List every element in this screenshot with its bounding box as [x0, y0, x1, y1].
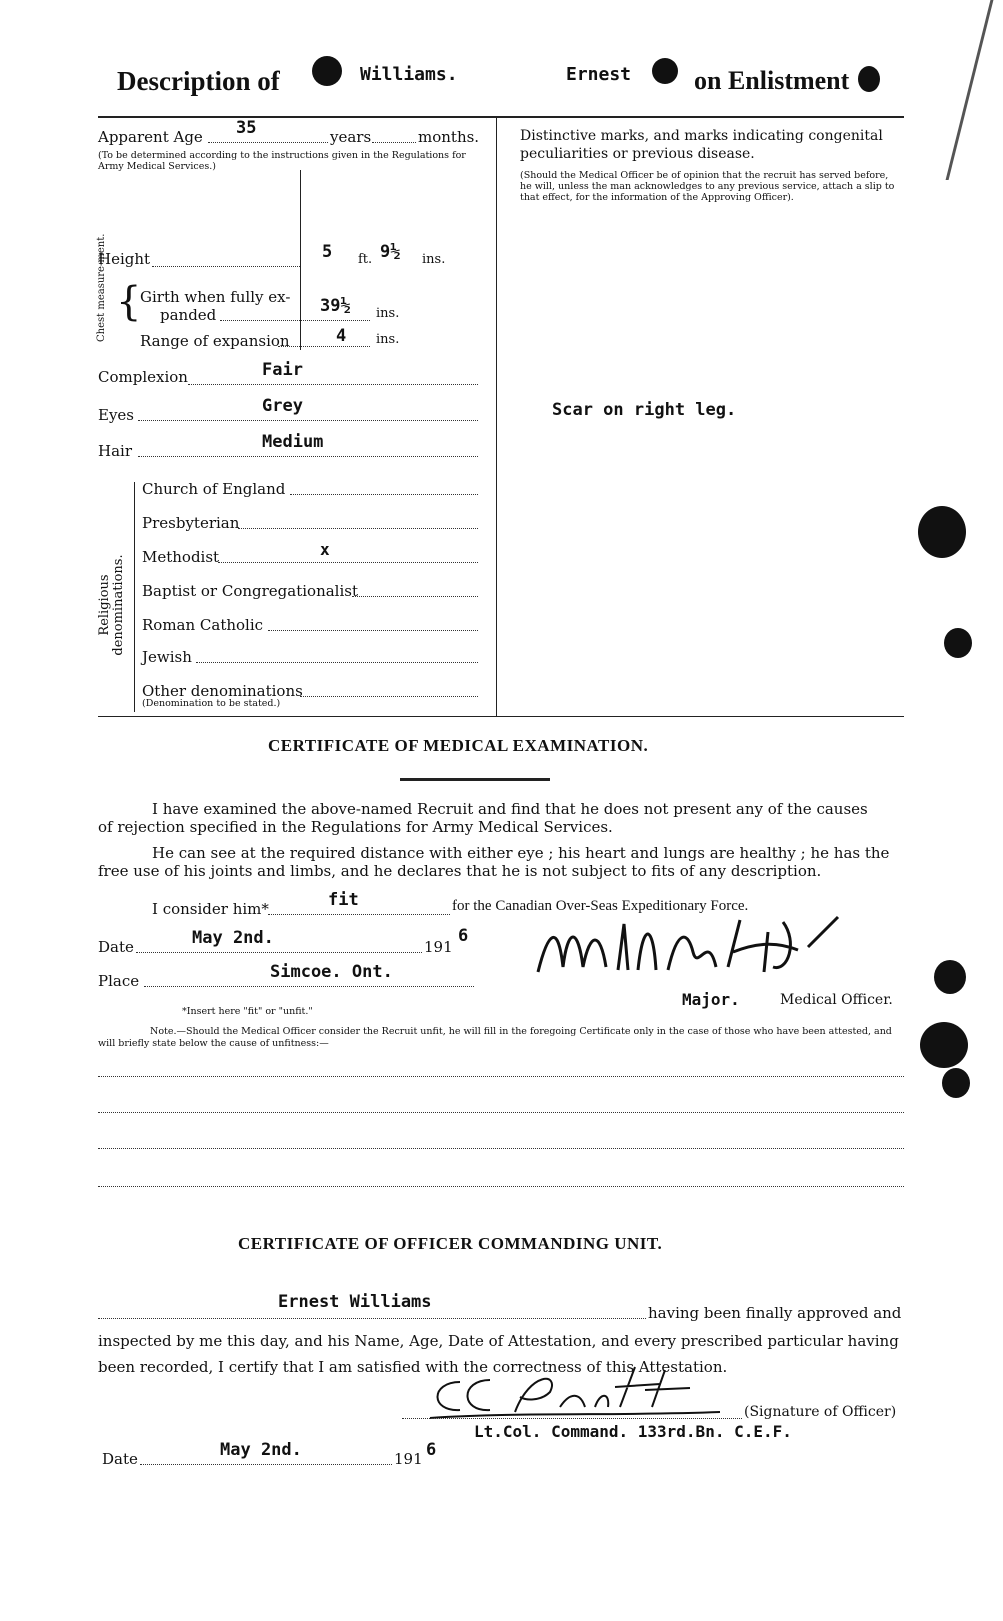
age-value: 35 [236, 118, 257, 138]
hair-value: Medium [262, 432, 324, 452]
religion-dots [268, 630, 478, 631]
medical-year-digit: 6 [458, 926, 469, 946]
commanding-date-value: May 2nd. [220, 1440, 302, 1460]
complexion-dots [188, 384, 478, 385]
punch-hole-blot [942, 1068, 970, 1098]
religion-methodist-mark: x [320, 540, 330, 559]
marks-heading-line2: peculiarities or previous disease. [520, 146, 755, 162]
eyes-value: Grey [262, 396, 303, 416]
punch-hole-blot [312, 56, 342, 86]
name-dots [98, 1318, 646, 1319]
age-dots [208, 142, 328, 143]
religion-dots [218, 562, 478, 563]
medical-cert-title: CERTIFICATE OF MEDICAL EXAMINATION. [268, 736, 649, 755]
punch-hole-blot [934, 960, 966, 994]
medical-officer-label: Medical Officer. [780, 992, 893, 1008]
height-ins-value: 9½ [380, 242, 401, 262]
height-dots [152, 266, 300, 267]
commanding-year-digit: 6 [426, 1440, 437, 1460]
commanding-line2: inspected by me this day, and his Name, Age, Date of Attestation, and every prescribed particular having [98, 1332, 899, 1350]
religion-presbyterian: Presbyterian [142, 514, 240, 532]
hair-dots [138, 456, 478, 457]
insert-note: *Insert here "fit" or "unfit." [182, 1006, 313, 1017]
religion-dots [196, 662, 478, 663]
punch-hole-blot [652, 58, 678, 84]
range-value: 4 [336, 326, 347, 346]
medical-para2-line2: free use of his joints and limbs, and he declares that he is not subject to fits of any description. [98, 862, 822, 880]
commanding-officer-title: Lt.Col. Command. 133rd.Bn. C.E.F. [474, 1422, 792, 1441]
medical-officer-signature [528, 912, 858, 992]
punch-hole-blot [858, 66, 880, 92]
eyes-label: Eyes [98, 406, 134, 424]
medical-date-value: May 2nd. [192, 928, 274, 948]
punch-hole-blot [920, 1022, 968, 1068]
religion-dots [352, 596, 478, 597]
girth-dots [220, 320, 370, 321]
religion-methodist: Methodist [142, 548, 220, 566]
religion-bracket [134, 482, 135, 712]
unfit-reason-line [98, 1148, 904, 1149]
apparent-age-label: Apparent Age [98, 128, 203, 146]
commanding-date-dots [140, 1464, 392, 1465]
range-label: Range of expansion [140, 332, 290, 350]
place-value: Simcoe. Ont. [270, 962, 393, 982]
column-divider [496, 118, 497, 716]
header-rule [98, 116, 904, 118]
height-ft-value: 5 [322, 242, 333, 262]
place-dots [144, 986, 474, 987]
section-rule [98, 716, 904, 717]
consider-dots [268, 914, 450, 915]
commanding-name-value: Ernest Williams [278, 1292, 432, 1312]
commanding-year-prefix: 191 [394, 1450, 423, 1468]
title-underline [400, 778, 550, 781]
religion-church-of-england: Church of England [142, 480, 286, 498]
chest-measurement-label: Chest measure-ment. [96, 233, 107, 342]
range-dots [278, 346, 370, 347]
medical-year-prefix: 191 [424, 938, 453, 956]
religion-dots [300, 696, 478, 697]
header-title-suffix: on Enlistment [694, 66, 850, 95]
unfit-reason-line [98, 1186, 904, 1187]
age-note: (To be determined according to the instructions given in the Regulations for Army Medical Services.) [98, 150, 466, 172]
marks-note: (Should the Medical Officer be of opinion that the recruit has served before, he will, unless the man acknowledges to any previous service, attach a slip to that effect, for the information of the Approving Officer). [520, 170, 895, 203]
signature-label: (Signature of Officer) [744, 1404, 897, 1420]
medical-para1-line2: of rejection specified in the Regulations for Army Medical Services. [98, 818, 613, 836]
place-label: Place [98, 972, 140, 990]
medical-date-label: Date [98, 938, 134, 956]
girth-value: 39½ [320, 296, 351, 316]
religion-baptist: Baptist or Congregationalist [142, 582, 358, 600]
medical-para1-line1: I have examined the above-named Recruit and find that he does not present any of the causes [152, 800, 868, 818]
commanding-officer-signature [420, 1362, 740, 1422]
consider-value: fit [328, 890, 359, 910]
distinctive-marks-value: Scar on right leg. [552, 400, 737, 420]
religion-jewish: Jewish [142, 648, 192, 666]
page-edge [946, 0, 994, 180]
hair-label: Hair [98, 442, 132, 460]
commanding-line1-tail: having been finally approved and [648, 1304, 902, 1322]
signature-dots [402, 1418, 742, 1419]
years-label: years [330, 128, 372, 146]
complexion-value: Fair [262, 360, 303, 380]
religion-dots [238, 528, 478, 529]
eyes-dots [138, 420, 478, 421]
complexion-label: Complexion [98, 368, 188, 386]
medical-officer-rank: Major. [682, 990, 740, 1009]
girth-label-2: panded [160, 306, 217, 324]
chest-brace: { [116, 279, 142, 325]
punch-hole-blot [944, 628, 972, 658]
unfit-note: Note.—Should the Medical Officer consider the Recruit unfit, he will fill in the foregoing Certificate only in the case of those who have been attested, and will briefly state below the cause of unfitness:— [98, 1026, 892, 1049]
header-given-name: Ernest [566, 64, 632, 85]
force-label: for the Canadian Over-Seas Expeditionary Force. [452, 898, 749, 914]
girth-unit: ins. [376, 306, 400, 321]
religion-roman-catholic: Roman Catholic [142, 616, 264, 634]
ft-label: ft. [358, 252, 373, 267]
commanding-line3: been recorded, I certify that I am satisfied with the correctness of this Attestation. [98, 1358, 728, 1376]
medical-date-dots [136, 952, 422, 953]
consider-label: I consider him* [152, 900, 269, 918]
unfit-reason-line [98, 1076, 904, 1077]
religion-dots [290, 494, 478, 495]
header-surname: Williams. [360, 64, 458, 85]
height-label: Height [98, 250, 151, 268]
punch-hole-blot [918, 506, 966, 558]
measure-divider [300, 170, 301, 350]
commanding-cert-title: CERTIFICATE OF OFFICER COMMANDING UNIT. [238, 1234, 663, 1253]
religion-other: Other denominations [142, 682, 303, 700]
denomination-note: (Denomination to be stated.) [142, 698, 281, 709]
unfit-reason-line [98, 1112, 904, 1113]
medical-para2-line1: He can see at the required distance with either eye ; his heart and lungs are healthy ; he has the [152, 844, 890, 862]
header-title-prefix: Description of [117, 66, 280, 96]
height-ins-label: ins. [422, 252, 446, 267]
marks-heading-line1: Distinctive marks, and marks indicating congenital [520, 128, 883, 144]
girth-label-1: Girth when fully ex- [140, 288, 291, 306]
religion-heading: Religious denominations. [97, 554, 126, 656]
commanding-date-label: Date [102, 1450, 138, 1468]
months-dots [372, 142, 416, 143]
range-unit: ins. [376, 332, 400, 347]
months-label: months. [418, 128, 480, 146]
